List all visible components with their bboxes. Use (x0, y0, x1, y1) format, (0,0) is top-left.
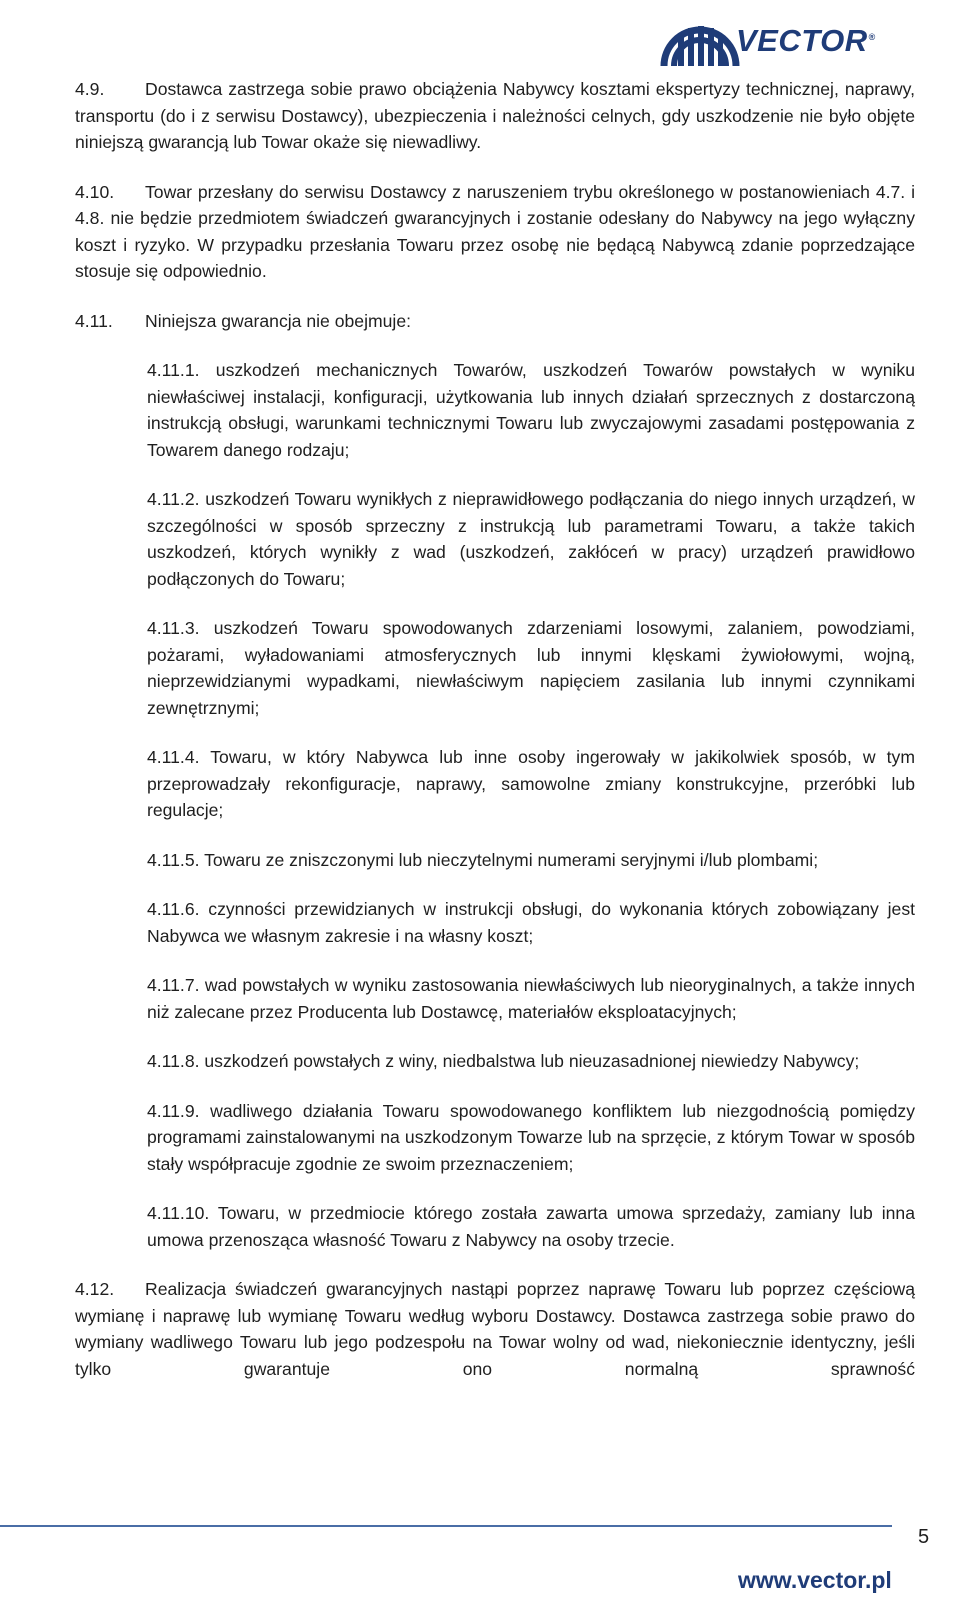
subparagraph-4-11-10 (147, 1200, 915, 1253)
vector-logo-icon (660, 4, 740, 68)
paragraph-4-10 (75, 179, 915, 285)
subparagraph-text: wadliwego działania Towaru spowodowanego konfliktem lub niezgodnością pomiędzy programami zainstalowanymi na uszkodzonym Towarze lub na sprzęcie, z którym Towar w sposób stały współpracuje zgodnie ze swoim przeznaczeniem; (147, 1100, 915, 1174)
footer-url: www.vector.pl (738, 1567, 892, 1593)
subparagraph-text: uszkodzeń powstałych z winy, niedbalstwa lub nieuzasadnionej niewiedzy Nabywcy; (204, 1051, 860, 1071)
subparagraph-number: 4.11.8. (147, 1051, 200, 1071)
document-body (75, 76, 915, 1382)
paragraph-4-11 (75, 308, 915, 335)
paragraph-text: Niniejsza gwarancja nie obejmuje: (145, 310, 412, 331)
subparagraph-text: Towaru ze zniszczonymi lub nieczytelnymi numerami seryjnymi i/lub plombami; (204, 849, 819, 870)
subparagraph-4-11-3 (147, 615, 915, 721)
paragraph-number: 4.11. (75, 310, 113, 331)
subparagraph-4-11-8 (147, 1048, 915, 1075)
subparagraph-text: uszkodzeń Towaru spowodowanych zdarzeniami losowymi, zalaniem, powodziami, pożarami, wyładowaniami atmosferycznych lub innymi klęskami żywiołowymi, wojną, nieprzewidzianymi wypadkami, niewłaściwym napięciem zasilania lub innymi czynnikami zewnętrznymi; (147, 618, 915, 718)
subparagraph-text: wad powstałych w wyniku zastosowania niewłaściwych lub nieoryginalnych, a także innych niż zalecane przez Producenta lub Dostawcę, materiałów eksploatacyjnych; (147, 975, 915, 1022)
subparagraph-number: 4.11.10. (147, 1203, 210, 1223)
footer-divider (0, 1525, 892, 1527)
subparagraph-4-11-1 (147, 357, 915, 463)
subparagraph-number: 4.11.4. (147, 747, 200, 767)
subparagraph-text: czynności przewidzianych w instrukcji obsługi, do wykonania których zobowiązany jest Nabywca we własnym zakresie i na własny koszt; (147, 899, 915, 946)
paragraph-4-9 (75, 76, 915, 156)
subparagraph-text: uszkodzeń mechanicznych Towarów, uszkodzeń Towarów powstałych w wyniku niewłaściwej instalacji, konfiguracji, użytkowania lub innych działań sprzecznych z dostarczoną instrukcją obsługi, warunkami technicznymi Towaru lub zwyczajowymi zasadami postępowania z Towarem danego rodzaju; (147, 360, 915, 460)
page-number: 5 (918, 1526, 930, 1548)
paragraph-text: Realizacja świadczeń gwarancyjnych nastąpi poprzez naprawę Towaru lub poprzez częściową wymianę i naprawę lub wymianę Towaru według wyboru Dostawcy. Dostawca zastrzega sobie prawo do wymiany wadliwego Towaru lub jego podzespołu na Towar wolny od wad, niekoniecznie identyczny, jeśli tylko gwarantuje ono normalną sprawność (75, 1279, 915, 1379)
paragraph-4-12 (75, 1276, 915, 1382)
subparagraph-number: 4.11.2. (147, 489, 200, 509)
subparagraph-4-11-4 (147, 744, 915, 824)
subparagraph-number: 4.11.7. (147, 975, 200, 995)
paragraph-number: 4.12. (75, 1279, 115, 1299)
subparagraph-number: 4.11.6. (147, 899, 200, 919)
subparagraph-4-11-2 (147, 486, 915, 592)
subparagraph-number: 4.11.1. (147, 360, 200, 380)
paragraph-number: 4.10. (75, 181, 115, 202)
subparagraph-4-11-5 (147, 847, 915, 874)
subparagraph-text: uszkodzeń Towaru wynikłych z nieprawidłowego podłączania do niego innych urządzeń, w szczególności w sposób sprzeczny z instrukcją lub parametrami Towaru, a także takich uszkodzeń, których wynikły z wad (uszkodzeń, zakłóceń w pracy) urządzeń prawidłowo podłączonych do Towaru; (147, 489, 915, 589)
vector-logo (660, 4, 920, 68)
subparagraph-4-11-9 (147, 1098, 915, 1178)
logo-text: VECTOR® (736, 23, 876, 58)
paragraph-text: Towar przesłany do serwisu Dostawcy z naruszeniem trybu określonego w postanowieniach 4.7. i 4.8. nie będzie przedmiotem świadczeń gwarancyjnych i zostanie odesłany do Nabywcy na jego wyłączny koszt i ryzyko. W przypadku przesłania Towaru przez osobę nie będącą Nabywcą zdanie poprzedzające stosuje się odpowiednio. (75, 181, 915, 281)
subparagraph-4-11-6 (147, 896, 915, 949)
subparagraph-number: 4.11.5. (147, 849, 200, 870)
subparagraph-text: Towaru, w przedmiocie którego została zawarta umowa sprzedaży, zamiany lub inna umowa przenosząca własność Towaru z Nabywcy na osoby trzecie. (147, 1203, 915, 1250)
subparagraph-text: Towaru, w który Nabywca lub inne osoby ingerowały w jakikolwiek sposób, w tym przeprowadzały rekonfiguracje, naprawy, samowolne zmiany konstrukcyjne, przeróbki lub regulacje; (147, 747, 916, 820)
subparagraph-number: 4.11.9. (147, 1100, 200, 1121)
subparagraph-number: 4.11.3. (147, 618, 200, 638)
paragraph-number: 4.9. (75, 79, 105, 99)
registered-mark: ® (868, 31, 876, 42)
subparagraph-4-11-7 (147, 972, 915, 1025)
paragraph-text: Dostawca zastrzega sobie prawo obciążenia Nabywcy kosztami ekspertyzy technicznej, naprawy, transportu (do i z serwisu Dostawcy), ubezpieczenia i należności celnych, gdy uszkodzenie nie było objęte niniejszą gwarancją lub Towar okaże się niewadliwy. (75, 79, 915, 152)
